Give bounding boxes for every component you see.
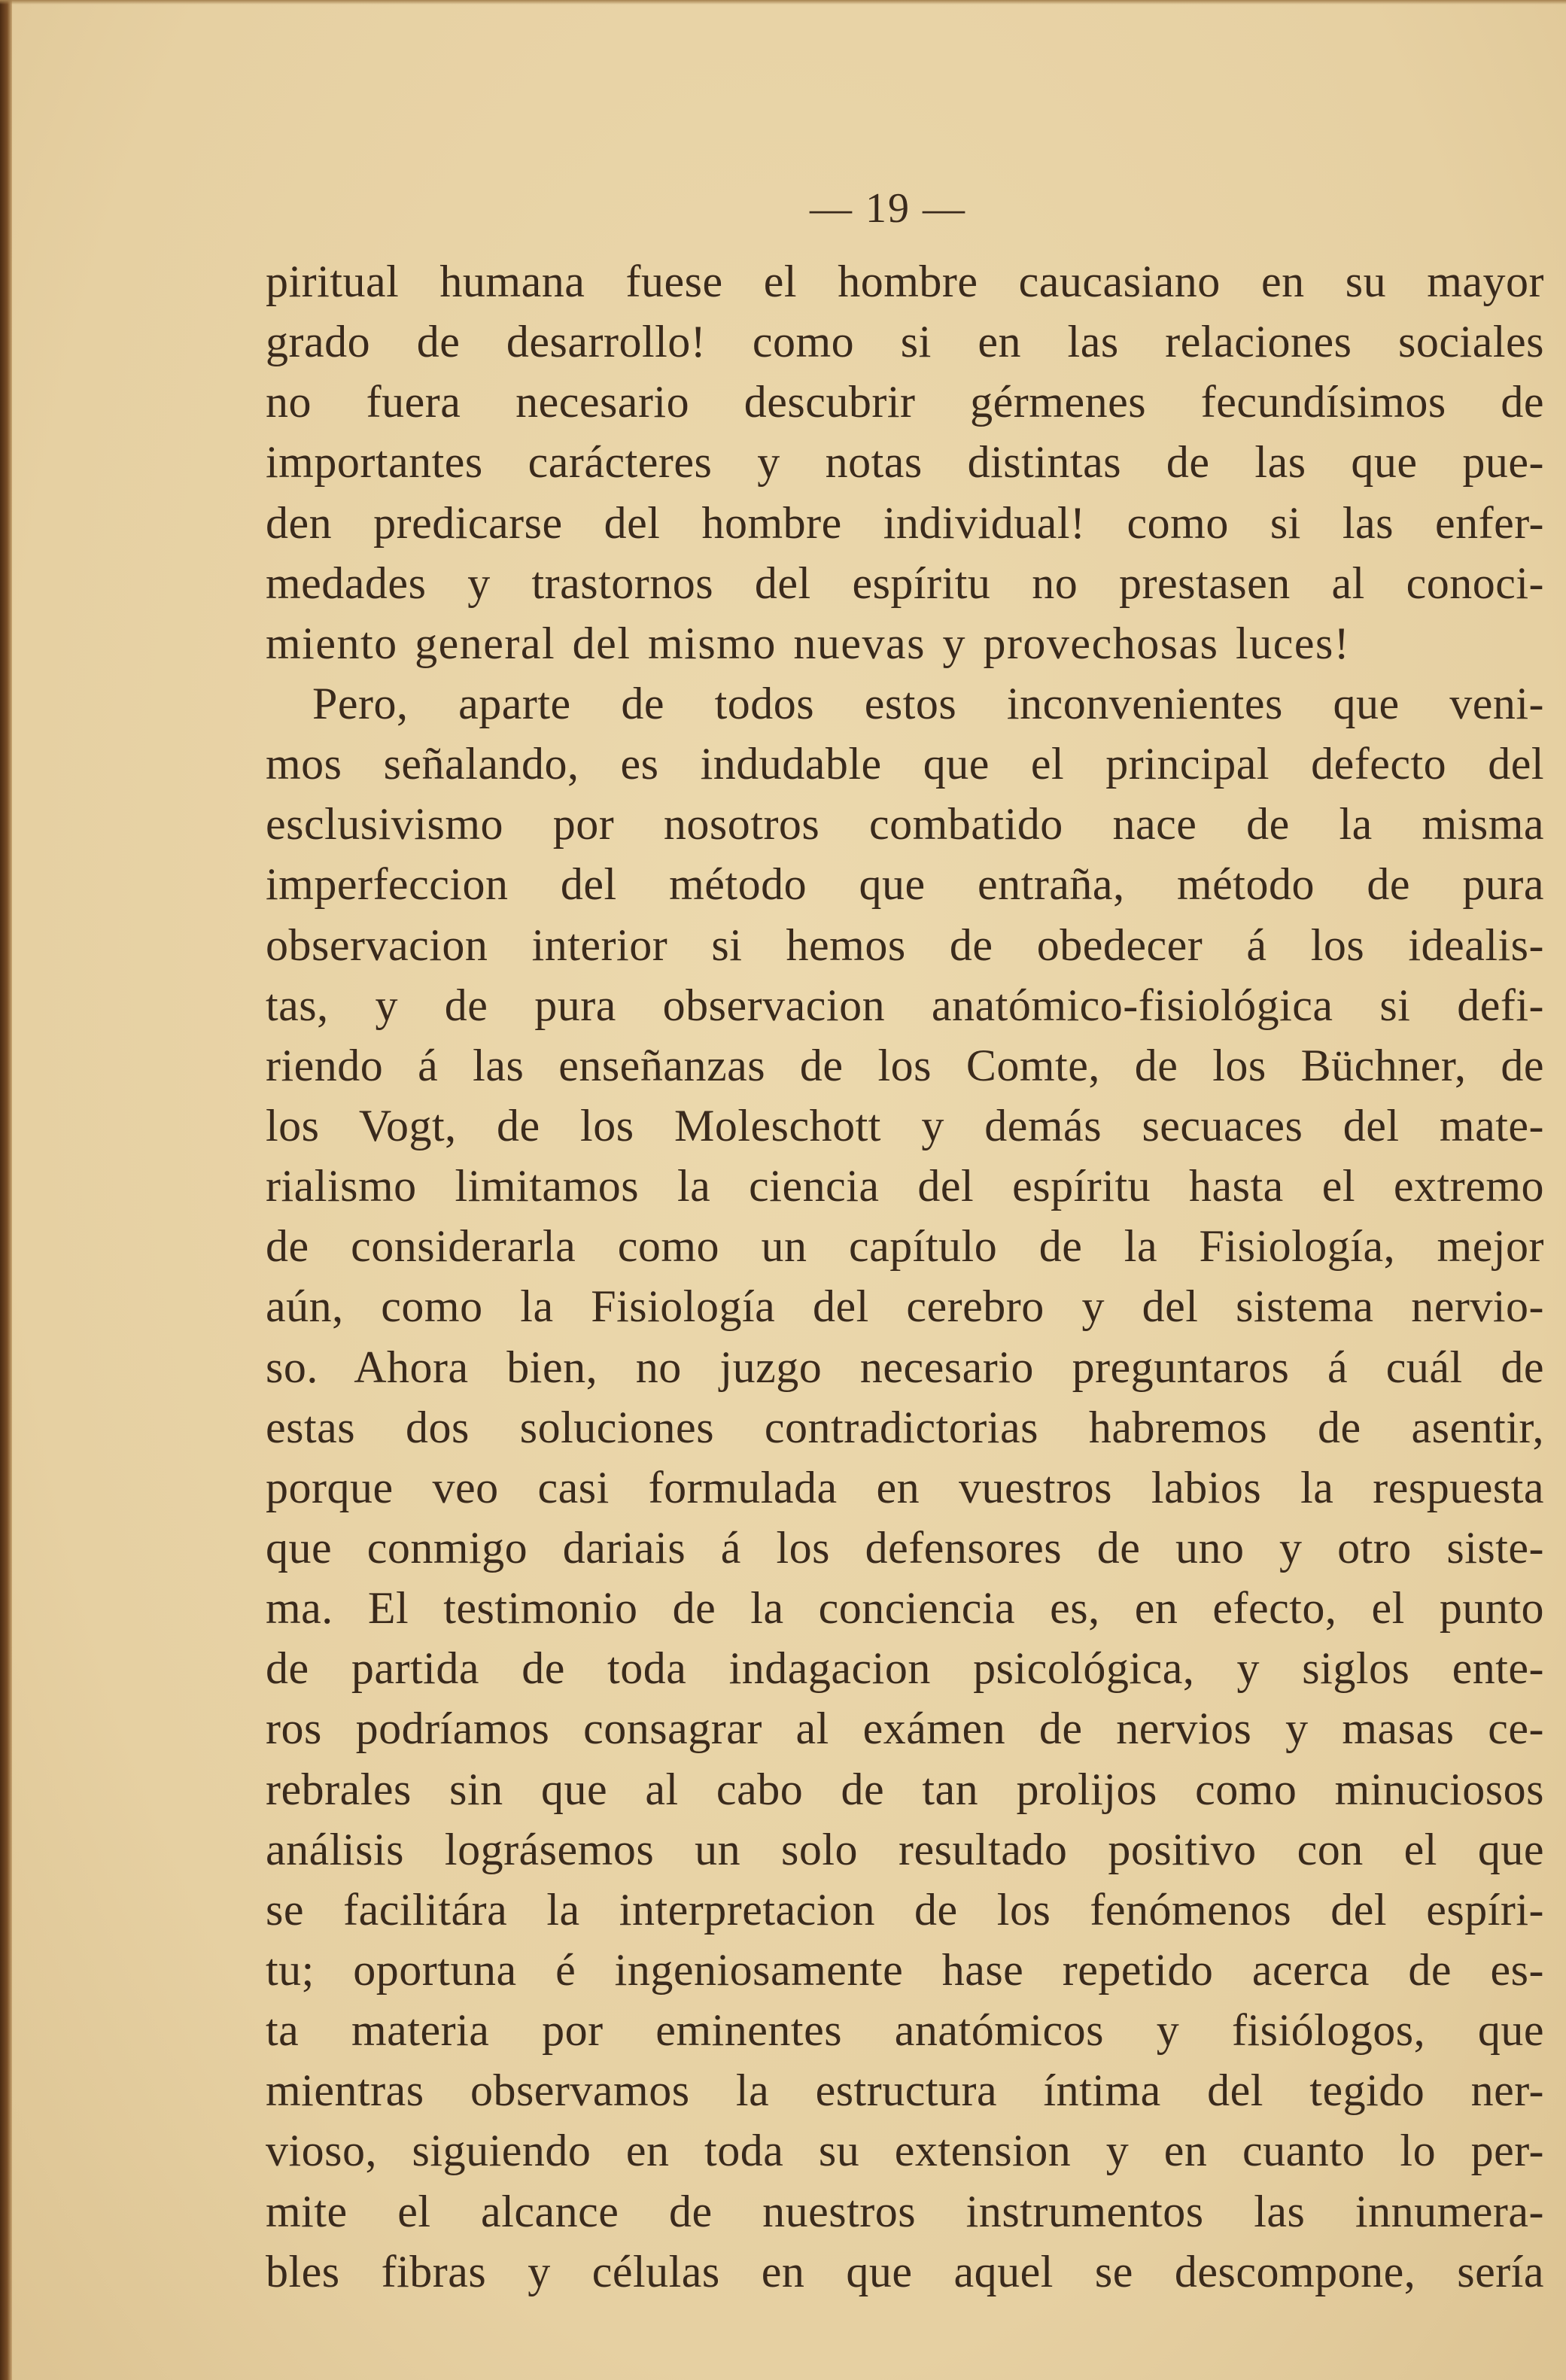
text-line: de considerarla como un capítulo de la Fisiología, mejor (266, 1221, 1544, 1272)
text-line: den predicarse del hombre individual! como si las enfer- (266, 497, 1544, 548)
text-line: los Vogt, de los Moleschott y demás secuaces del mate- (266, 1100, 1544, 1150)
text-line: aún, como la Fisiología del cerebro y del sistema nervio- (266, 1281, 1544, 1332)
text-line: observacion interior si hemos de obedecer á los idealis- (266, 919, 1544, 970)
text-line: de partida de toda indagacion psicológica, y siglos ente- (266, 1643, 1544, 1694)
text-line: ta materia por eminentes anatómicos y fisiólogos, que (266, 2005, 1544, 2056)
text-line: tu; oportuna é ingeniosamente hase repetido acerca de es- (266, 1944, 1544, 1995)
text-line: piritual humana fuese el hombre caucasiano en su mayor (266, 257, 1544, 306)
text-line: grado de desarrollo! como si en las relaciones sociales (266, 317, 1544, 367)
text-line: esclusivismo por nosotros combatido nace de la misma (266, 799, 1544, 850)
text-line: no fuera necesario descubrir gérmenes fecundísimos de (266, 377, 1544, 427)
text-line: miento general del mismo nuevas y provechosas luces! (266, 618, 1351, 668)
text-line: estas dos soluciones contradictorias habremos de asentir, (266, 1402, 1544, 1452)
text-line: porque veo casi formulada en vuestros labios la respuesta (266, 1462, 1544, 1512)
text-line: ros podríamos consagrar al exámen de nervios y masas ce- (266, 1704, 1544, 1754)
text-line: bles fibras y células en que aquel se descompone, sería (266, 2246, 1544, 2296)
text-line: rialismo limitamos la ciencia del espíritu hasta el extremo (266, 1161, 1544, 1211)
paragraph-start-line: Pero, aparte de todos estos inconvenientes que veni- (312, 678, 1544, 728)
text-line: mite el alcance de nuestros instrumentos las innumera- (266, 2186, 1544, 2236)
text-line: se facilitára la interpretacion de los fenómenos del espíri- (266, 1884, 1544, 1935)
text-line: importantes carácteres y notas distintas de las que pue- (266, 437, 1544, 488)
text-line: mientras observamos la estructura íntima del tegido ner- (266, 2065, 1544, 2116)
text-line: rebrales sin que al cabo de tan prolijos como minuciosos (266, 1764, 1544, 1814)
text-line: vioso, siguiendo en toda su extension y en cuanto lo per- (266, 2126, 1544, 2176)
text-line: ma. El testimonio de la conciencia es, en efecto, el punto (266, 1583, 1544, 1634)
text-line: so. Ahora bien, no juzgo necesario preguntaros á cuál de (266, 1342, 1544, 1392)
text-line: análisis lográsemos un solo resultado positivo con el que (266, 1824, 1544, 1874)
book-spine-edge (0, 0, 12, 2380)
page-top-edge (0, 0, 1566, 5)
text-line: medades y trastornos del espíritu no prestasen al conoci- (266, 558, 1544, 608)
page-number: — 19 — (810, 185, 966, 232)
text-line: riendo á las enseñanzas de los Comte, de los Büchner, de (266, 1040, 1544, 1090)
body-text (266, 251, 1544, 2302)
text-line: imperfeccion del método que entraña, método de pura (266, 859, 1544, 910)
text-line: tas, y de pura observacion anatómico-fisiológica si defi- (266, 980, 1544, 1030)
text-line: mos señalando, es indudable que el principal defecto del (266, 739, 1544, 789)
text-line: que conmigo dariais á los defensores de uno y otro siste- (266, 1522, 1544, 1573)
